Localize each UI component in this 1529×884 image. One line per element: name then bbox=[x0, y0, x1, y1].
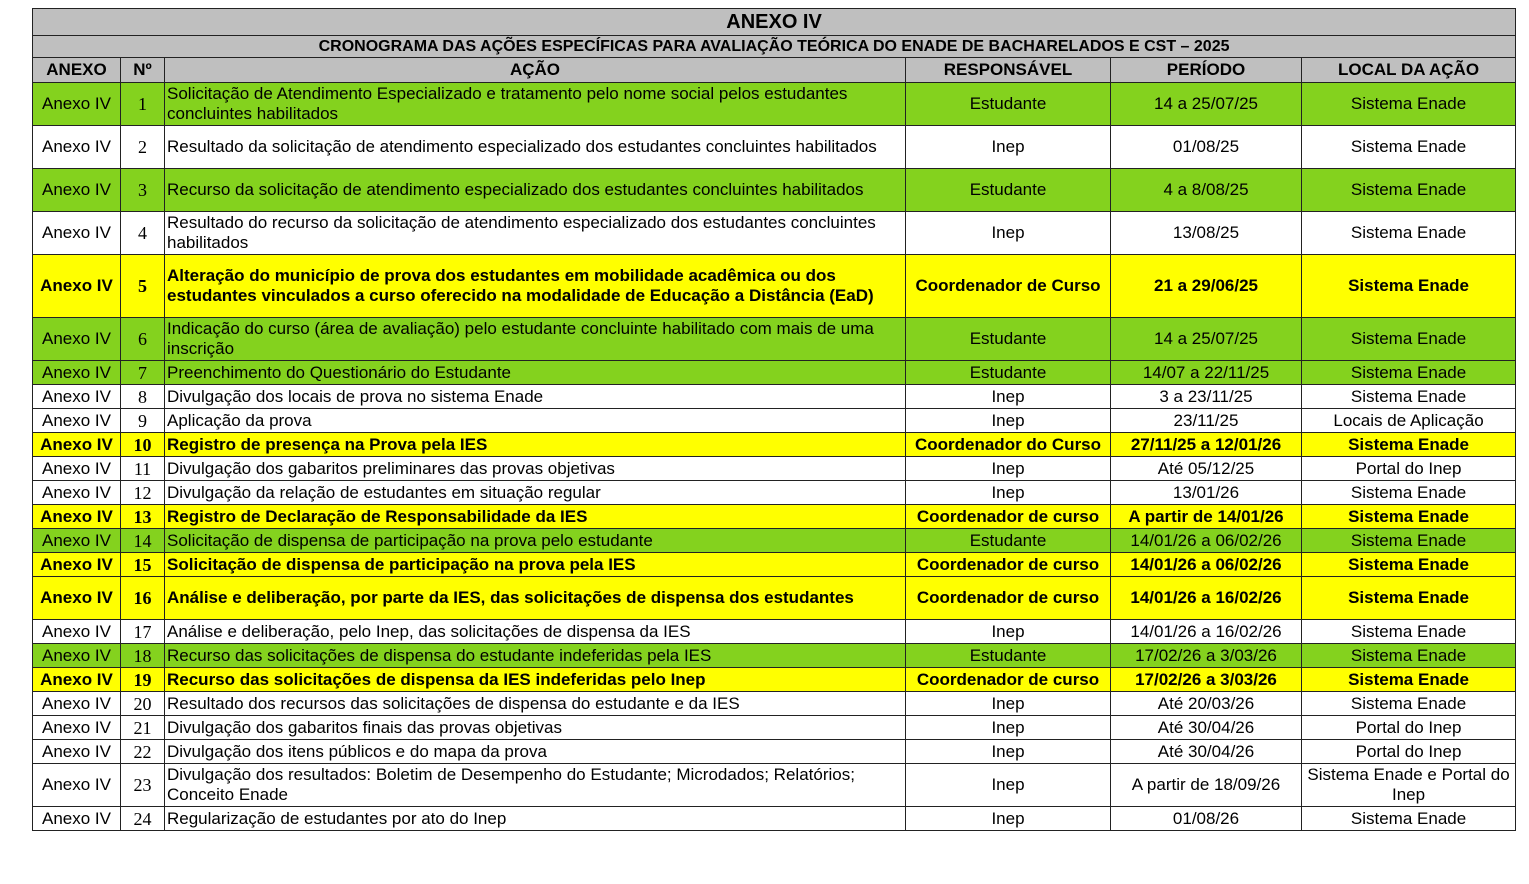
cell-acao: Solicitação de Atendimento Especializado e tratamento pelo nome social pelos estudantes concluintes habilitados bbox=[165, 83, 906, 126]
cell-numero: 16 bbox=[121, 577, 165, 620]
cell-periodo: 14/01/26 a 06/02/26 bbox=[1111, 529, 1302, 553]
cell-numero: 20 bbox=[121, 692, 165, 716]
cell-local: Sistema Enade bbox=[1302, 318, 1516, 361]
table-row bbox=[33, 83, 1516, 126]
cell-local: Sistema Enade bbox=[1302, 361, 1516, 385]
cell-numero: 10 bbox=[121, 433, 165, 457]
cell-responsavel: Inep bbox=[906, 385, 1111, 409]
cell-local: Locais de Aplicação bbox=[1302, 409, 1516, 433]
cell-anexo: Anexo IV bbox=[33, 361, 121, 385]
cell-numero: 17 bbox=[121, 620, 165, 644]
cell-acao: Análise e deliberação, por parte da IES, das solicitações de dispensa dos estudantes bbox=[165, 577, 906, 620]
cell-anexo: Anexo IV bbox=[33, 212, 121, 255]
cell-responsavel: Inep bbox=[906, 409, 1111, 433]
cell-responsavel: Inep bbox=[906, 481, 1111, 505]
table-row bbox=[33, 716, 1516, 740]
cell-numero: 8 bbox=[121, 385, 165, 409]
table-row bbox=[33, 481, 1516, 505]
cell-numero: 11 bbox=[121, 457, 165, 481]
cell-anexo: Anexo IV bbox=[33, 433, 121, 457]
cell-local: Sistema Enade bbox=[1302, 553, 1516, 577]
cell-numero: 7 bbox=[121, 361, 165, 385]
cell-periodo: Até 20/03/26 bbox=[1111, 692, 1302, 716]
table-row bbox=[33, 169, 1516, 212]
cell-local: Sistema Enade bbox=[1302, 505, 1516, 529]
cell-periodo: Até 30/04/26 bbox=[1111, 740, 1302, 764]
cell-numero: 2 bbox=[121, 126, 165, 169]
cell-periodo: Até 05/12/25 bbox=[1111, 457, 1302, 481]
cell-periodo: Até 30/04/26 bbox=[1111, 716, 1302, 740]
cell-responsavel: Inep bbox=[906, 740, 1111, 764]
cell-periodo: 17/02/26 a 3/03/26 bbox=[1111, 644, 1302, 668]
cell-anexo: Anexo IV bbox=[33, 740, 121, 764]
cell-numero: 3 bbox=[121, 169, 165, 212]
cell-local: Sistema Enade bbox=[1302, 529, 1516, 553]
cell-responsavel: Inep bbox=[906, 764, 1111, 807]
table-row bbox=[33, 577, 1516, 620]
cell-numero: 23 bbox=[121, 764, 165, 807]
cell-responsavel: Estudante bbox=[906, 644, 1111, 668]
table-row bbox=[33, 529, 1516, 553]
cell-anexo: Anexo IV bbox=[33, 620, 121, 644]
cell-local: Sistema Enade bbox=[1302, 692, 1516, 716]
cell-anexo: Anexo IV bbox=[33, 716, 121, 740]
cell-responsavel: Inep bbox=[906, 126, 1111, 169]
cell-local: Sistema Enade bbox=[1302, 668, 1516, 692]
cell-numero: 13 bbox=[121, 505, 165, 529]
cell-acao: Recurso das solicitações de dispensa da IES indeferidas pelo Inep bbox=[165, 668, 906, 692]
cell-local: Portal do Inep bbox=[1302, 740, 1516, 764]
cell-responsavel: Coordenador de curso bbox=[906, 577, 1111, 620]
cell-acao: Aplicação da prova bbox=[165, 409, 906, 433]
column-header-numero: Nº bbox=[121, 58, 165, 83]
cell-local: Sistema Enade e Portal do Inep bbox=[1302, 764, 1516, 807]
cell-acao: Resultado do recurso da solicitação de atendimento especializado dos estudantes concluintes habilitados bbox=[165, 212, 906, 255]
cell-acao: Divulgação dos resultados: Boletim de Desempenho do Estudante; Microdados; Relatórios; Conceito Enade bbox=[165, 764, 906, 807]
cell-numero: 22 bbox=[121, 740, 165, 764]
cell-acao: Recurso da solicitação de atendimento especializado dos estudantes concluintes habilitados bbox=[165, 169, 906, 212]
cell-local: Sistema Enade bbox=[1302, 385, 1516, 409]
cell-periodo: 13/01/26 bbox=[1111, 481, 1302, 505]
cell-numero: 19 bbox=[121, 668, 165, 692]
cell-local: Sistema Enade bbox=[1302, 620, 1516, 644]
column-header-periodo: PERÍODO bbox=[1111, 58, 1302, 83]
cell-anexo: Anexo IV bbox=[33, 668, 121, 692]
cell-local: Sistema Enade bbox=[1302, 481, 1516, 505]
cell-anexo: Anexo IV bbox=[33, 457, 121, 481]
cell-periodo: 21 a 29/06/25 bbox=[1111, 255, 1302, 318]
table-row bbox=[33, 361, 1516, 385]
cell-responsavel: Inep bbox=[906, 212, 1111, 255]
cell-local: Sistema Enade bbox=[1302, 644, 1516, 668]
cell-anexo: Anexo IV bbox=[33, 169, 121, 212]
cell-anexo: Anexo IV bbox=[33, 505, 121, 529]
cell-acao: Divulgação dos gabaritos finais das provas objetivas bbox=[165, 716, 906, 740]
cell-anexo: Anexo IV bbox=[33, 577, 121, 620]
cell-periodo: 27/11/25 a 12/01/26 bbox=[1111, 433, 1302, 457]
cell-acao: Registro de presença na Prova pela IES bbox=[165, 433, 906, 457]
cell-numero: 15 bbox=[121, 553, 165, 577]
schedule-table bbox=[32, 8, 1516, 831]
cell-numero: 21 bbox=[121, 716, 165, 740]
table-row bbox=[33, 318, 1516, 361]
cell-responsavel: Inep bbox=[906, 716, 1111, 740]
cell-periodo: 17/02/26 a 3/03/26 bbox=[1111, 668, 1302, 692]
table-row bbox=[33, 409, 1516, 433]
cell-numero: 9 bbox=[121, 409, 165, 433]
cell-acao: Regularização de estudantes por ato do Inep bbox=[165, 807, 906, 831]
cell-local: Sistema Enade bbox=[1302, 577, 1516, 620]
table-row bbox=[33, 433, 1516, 457]
cell-periodo: 14/07 a 22/11/25 bbox=[1111, 361, 1302, 385]
cell-anexo: Anexo IV bbox=[33, 529, 121, 553]
table-row bbox=[33, 644, 1516, 668]
cell-acao: Divulgação dos itens públicos e do mapa da prova bbox=[165, 740, 906, 764]
cell-anexo: Anexo IV bbox=[33, 385, 121, 409]
cell-responsavel: Estudante bbox=[906, 529, 1111, 553]
column-header-acao: AÇÃO bbox=[165, 58, 906, 83]
cell-responsavel: Coordenador do Curso bbox=[906, 433, 1111, 457]
cell-responsavel: Coordenador de curso bbox=[906, 505, 1111, 529]
cell-acao: Solicitação de dispensa de participação na prova pela IES bbox=[165, 553, 906, 577]
cell-periodo: 14 a 25/07/25 bbox=[1111, 318, 1302, 361]
cell-acao: Divulgação dos locais de prova no sistema Enade bbox=[165, 385, 906, 409]
table-row bbox=[33, 553, 1516, 577]
table-row bbox=[33, 620, 1516, 644]
table-row bbox=[33, 385, 1516, 409]
cell-periodo: 14/01/26 a 16/02/26 bbox=[1111, 577, 1302, 620]
cell-periodo: A partir de 18/09/26 bbox=[1111, 764, 1302, 807]
cell-responsavel: Coordenador de curso bbox=[906, 668, 1111, 692]
cell-anexo: Anexo IV bbox=[33, 83, 121, 126]
cell-anexo: Anexo IV bbox=[33, 692, 121, 716]
cell-responsavel: Estudante bbox=[906, 318, 1111, 361]
table-row bbox=[33, 457, 1516, 481]
cell-anexo: Anexo IV bbox=[33, 318, 121, 361]
cell-local: Sistema Enade bbox=[1302, 807, 1516, 831]
cell-acao: Solicitação de dispensa de participação na prova pelo estudante bbox=[165, 529, 906, 553]
cell-acao: Indicação do curso (área de avaliação) pelo estudante concluinte habilitado com mais de uma inscrição bbox=[165, 318, 906, 361]
column-header-responsavel: RESPONSÁVEL bbox=[906, 58, 1111, 83]
table-row bbox=[33, 212, 1516, 255]
cell-periodo: 3 a 23/11/25 bbox=[1111, 385, 1302, 409]
cell-anexo: Anexo IV bbox=[33, 481, 121, 505]
cell-numero: 24 bbox=[121, 807, 165, 831]
cell-responsavel: Estudante bbox=[906, 83, 1111, 126]
table-row bbox=[33, 807, 1516, 831]
document-title: ANEXO IV bbox=[33, 9, 1516, 36]
cell-local: Sistema Enade bbox=[1302, 83, 1516, 126]
cell-acao: Análise e deliberação, pelo Inep, das solicitações de dispensa da IES bbox=[165, 620, 906, 644]
cell-local: Sistema Enade bbox=[1302, 169, 1516, 212]
cell-periodo: 23/11/25 bbox=[1111, 409, 1302, 433]
cell-anexo: Anexo IV bbox=[33, 255, 121, 318]
cell-periodo: 01/08/25 bbox=[1111, 126, 1302, 169]
cell-local: Sistema Enade bbox=[1302, 212, 1516, 255]
cell-acao: Recurso das solicitações de dispensa do estudante indeferidas pela IES bbox=[165, 644, 906, 668]
column-header-local: LOCAL DA AÇÃO bbox=[1302, 58, 1516, 83]
cell-responsavel: Inep bbox=[906, 692, 1111, 716]
cell-anexo: Anexo IV bbox=[33, 644, 121, 668]
cell-acao: Resultado da solicitação de atendimento especializado dos estudantes concluintes habilitados bbox=[165, 126, 906, 169]
table-row bbox=[33, 505, 1516, 529]
cell-periodo: 01/08/26 bbox=[1111, 807, 1302, 831]
cell-periodo: 14/01/26 a 06/02/26 bbox=[1111, 553, 1302, 577]
schedule-rows bbox=[33, 83, 1516, 831]
cell-responsavel: Inep bbox=[906, 620, 1111, 644]
document-subtitle: CRONOGRAMA DAS AÇÕES ESPECÍFICAS PARA AVALIAÇÃO TEÓRICA DO ENADE DE BACHARELADOS E CST – 2025 bbox=[33, 36, 1516, 58]
table-row bbox=[33, 255, 1516, 318]
cell-local: Sistema Enade bbox=[1302, 433, 1516, 457]
cell-numero: 12 bbox=[121, 481, 165, 505]
cell-periodo: 4 a 8/08/25 bbox=[1111, 169, 1302, 212]
cell-responsavel: Estudante bbox=[906, 169, 1111, 212]
cell-local: Portal do Inep bbox=[1302, 716, 1516, 740]
schedule-document bbox=[32, 8, 1515, 831]
cell-acao: Registro de Declaração de Responsabilidade da IES bbox=[165, 505, 906, 529]
table-row bbox=[33, 740, 1516, 764]
cell-numero: 18 bbox=[121, 644, 165, 668]
table-row bbox=[33, 764, 1516, 807]
cell-numero: 1 bbox=[121, 83, 165, 126]
cell-acao: Preenchimento do Questionário do Estudante bbox=[165, 361, 906, 385]
cell-local: Sistema Enade bbox=[1302, 126, 1516, 169]
cell-responsavel: Coordenador de Curso bbox=[906, 255, 1111, 318]
cell-responsavel: Coordenador de curso bbox=[906, 553, 1111, 577]
cell-responsavel: Estudante bbox=[906, 361, 1111, 385]
cell-anexo: Anexo IV bbox=[33, 409, 121, 433]
cell-anexo: Anexo IV bbox=[33, 126, 121, 169]
cell-anexo: Anexo IV bbox=[33, 553, 121, 577]
cell-numero: 6 bbox=[121, 318, 165, 361]
cell-acao: Divulgação dos gabaritos preliminares das provas objetivas bbox=[165, 457, 906, 481]
column-header-anexo: ANEXO bbox=[33, 58, 121, 83]
cell-periodo: 14 a 25/07/25 bbox=[1111, 83, 1302, 126]
cell-anexo: Anexo IV bbox=[33, 764, 121, 807]
cell-periodo: 14/01/26 a 16/02/26 bbox=[1111, 620, 1302, 644]
cell-numero: 4 bbox=[121, 212, 165, 255]
cell-numero: 5 bbox=[121, 255, 165, 318]
cell-acao: Resultado dos recursos das solicitações de dispensa do estudante e da IES bbox=[165, 692, 906, 716]
cell-acao: Divulgação da relação de estudantes em situação regular bbox=[165, 481, 906, 505]
cell-acao: Alteração do município de prova dos estudantes em mobilidade acadêmica ou dos estudantes vinculados a curso oferecido na modalidade de Educação a Distância (EaD) bbox=[165, 255, 906, 318]
cell-responsavel: Inep bbox=[906, 457, 1111, 481]
table-row bbox=[33, 668, 1516, 692]
cell-numero: 14 bbox=[121, 529, 165, 553]
table-row bbox=[33, 126, 1516, 169]
cell-responsavel: Inep bbox=[906, 807, 1111, 831]
cell-anexo: Anexo IV bbox=[33, 807, 121, 831]
cell-periodo: A partir de 14/01/26 bbox=[1111, 505, 1302, 529]
cell-periodo: 13/08/25 bbox=[1111, 212, 1302, 255]
table-row bbox=[33, 692, 1516, 716]
cell-local: Portal do Inep bbox=[1302, 457, 1516, 481]
cell-local: Sistema Enade bbox=[1302, 255, 1516, 318]
